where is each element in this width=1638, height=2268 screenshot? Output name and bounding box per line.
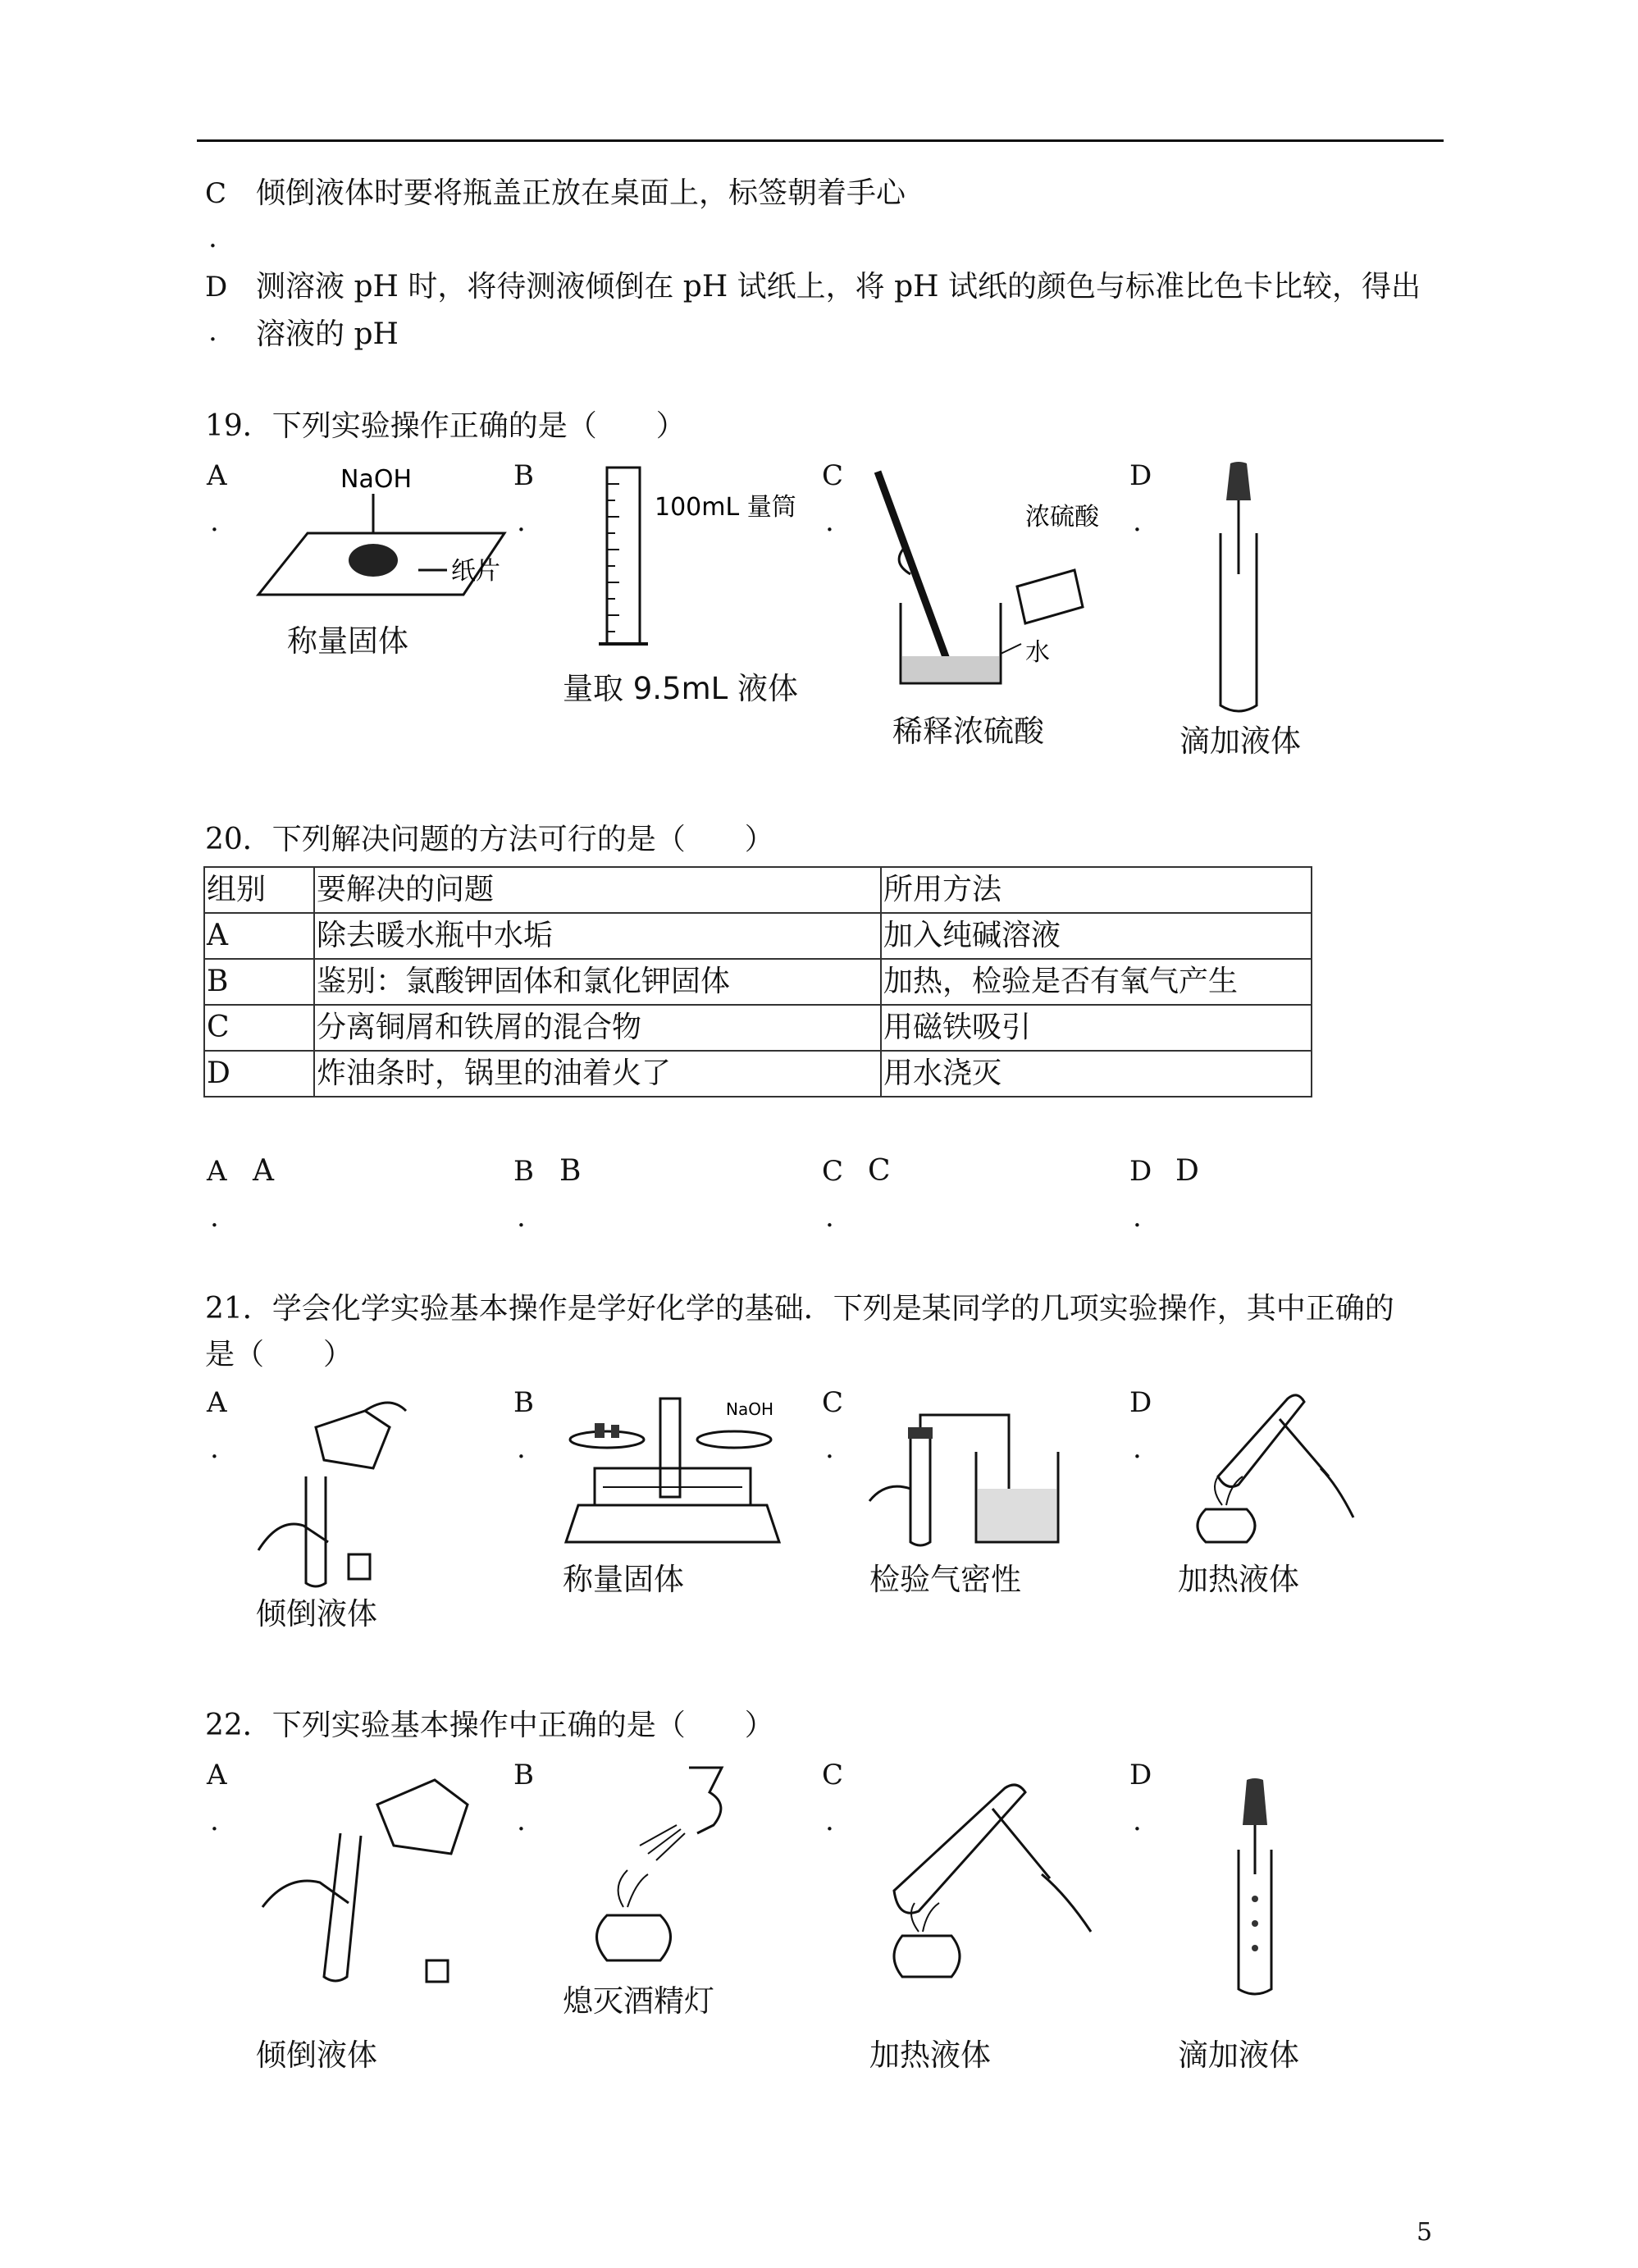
q22-b-alcohol-lamp-figure [591, 1764, 746, 1969]
table-cell: 用磁铁吸引 [881, 1005, 1312, 1051]
q19-option-d-letter: D [1129, 459, 1152, 492]
table-row [204, 1005, 1312, 1051]
q20-option-b-dot: . [517, 1201, 526, 1234]
q19-option-a-caption: 称量固体 [287, 623, 408, 659]
q22-option-b-dot: . [517, 1805, 526, 1837]
table-cell: 加热，检验是否有氧气产生 [881, 959, 1312, 1005]
q20-option-c-dot: . [825, 1201, 834, 1234]
q20-option-a-dot: . [210, 1201, 219, 1234]
q19-option-c-caption: 稀释浓硫酸 [892, 714, 1044, 749]
q21-c-airtightness-figure [865, 1411, 1070, 1550]
q21-option-c-dot: . [825, 1432, 834, 1465]
table-cell: 分离铜屑和铁屑的混合物 [314, 1005, 881, 1051]
q21-option-a-letter: A [207, 1386, 227, 1419]
q20-option-c-letter: C [822, 1155, 844, 1188]
q18-option-c-text: 倾倒液体时要将瓶盖正放在桌面上，标签朝着手心 [256, 176, 906, 210]
q20-option-a-letter: A [207, 1155, 227, 1188]
table-row [204, 1051, 1312, 1097]
q22-option-d-letter: D [1129, 1759, 1152, 1791]
q18-option-d-letter: D [205, 271, 228, 303]
cylinder-label: 100mL 量筒 [655, 493, 796, 522]
q19-option-d-caption: 滴加液体 [1179, 723, 1301, 759]
table-cell: 炸油条时，锅里的油着火了 [314, 1051, 881, 1097]
q21-stem-line1: 21．学会化学实验基本操作是学好化学的基础．下列是某同学的几项实验操作，其中正确的 [205, 1292, 1394, 1326]
paper-label: 纸片 [451, 557, 500, 586]
q21-option-a-caption: 倾倒液体 [256, 1596, 377, 1631]
q21-option-a-dot: . [210, 1432, 219, 1465]
table-cell: 鉴别：氯酸钾固体和氯化钾固体 [314, 959, 881, 1005]
table-cell: A [204, 913, 314, 959]
q22-option-b-letter: B [513, 1759, 534, 1791]
table-cell: 除去暖水瓶中水垢 [314, 913, 881, 959]
q19-option-a-dot: . [210, 505, 219, 538]
q22-option-a-caption: 倾倒液体 [256, 2038, 377, 2073]
q20-stem: 20．下列解决问题的方法可行的是（ ） [205, 823, 774, 856]
table-row [204, 913, 1312, 959]
q20-option-b-letter: B [513, 1155, 534, 1188]
q19-option-c-letter: C [822, 459, 844, 492]
q20-option-c-text: C [868, 1154, 891, 1188]
q22-option-c-caption: 加热液体 [869, 2038, 991, 2073]
q22-option-d-dot: . [1133, 1805, 1142, 1837]
q21-option-b-dot: . [517, 1432, 526, 1465]
table-header-cell: 要解决的问题 [314, 867, 881, 913]
q21-option-c-letter: C [822, 1386, 844, 1419]
q18-option-d-text-line2: 溶液的 pH [256, 317, 399, 351]
q21-option-b-letter: B [513, 1386, 534, 1419]
table-header-cell: 所用方法 [881, 867, 1312, 913]
naoh-label: NaOH [726, 1399, 773, 1419]
q18-option-d-text-line1: 测溶液 pH 时，将待测液倾倒在 pH 试纸上，将 pH 试纸的颜色与标准比色卡比较，得出 [256, 270, 1421, 303]
q19-b-graduated-cylinder-figure [574, 459, 837, 656]
table-row [204, 959, 1312, 1005]
q22-a-pouring-figure [254, 1772, 492, 1993]
q18-option-c-letter: C [205, 177, 227, 210]
table-cell: 加入纯碱溶液 [881, 913, 1312, 959]
q21-stem-line2: 是（ ） [205, 1338, 354, 1371]
q22-option-a-dot: . [210, 1805, 219, 1837]
q19-option-a-letter: A [207, 459, 227, 492]
table-cell: C [204, 1005, 314, 1051]
q21-option-c-caption: 检验气密性 [869, 1562, 1021, 1597]
q21-a-pouring-figure [250, 1394, 431, 1591]
q21-option-d-letter: D [1129, 1386, 1152, 1419]
q22-option-d-caption: 滴加液体 [1178, 2038, 1299, 2073]
q19-d-dropper-figure [1206, 459, 1271, 722]
water-label: 水 [1025, 638, 1050, 667]
q18-option-c-dot: . [208, 221, 217, 254]
naoh-label: NaOH [340, 465, 412, 494]
q19-option-c-dot: . [825, 505, 834, 538]
q19-option-d-dot: . [1133, 505, 1142, 538]
q20-option-b-text: B [559, 1154, 582, 1188]
q19-c-dilution-figure [861, 463, 1132, 685]
q22-option-c-letter: C [822, 1759, 844, 1791]
q20-option-d-text: D [1175, 1154, 1199, 1188]
q21-option-d-caption: 加热液体 [1178, 1562, 1299, 1597]
q22-stem: 22．下列实验基本操作中正确的是（ ） [205, 1709, 774, 1742]
q22-c-heating-figure [886, 1772, 1107, 1985]
q20-option-a-text: A [253, 1154, 274, 1188]
q21-option-d-dot: . [1133, 1432, 1142, 1465]
q22-option-c-dot: . [825, 1805, 834, 1837]
q22-option-b-caption: 熄灭酒精灯 [563, 1983, 714, 2019]
q18-option-d-dot: . [208, 315, 217, 348]
q20-table [203, 866, 1312, 1097]
table-header-cell: 组别 [204, 867, 314, 913]
table-cell: D [204, 1051, 314, 1097]
q20-option-d-dot: . [1133, 1201, 1142, 1234]
q22-d-dropper-figure [1222, 1776, 1288, 2006]
q19-stem: 19．下列实验操作正确的是（ ） [205, 409, 686, 443]
q21-option-b-caption: 称量固体 [563, 1562, 684, 1597]
q22-option-a-letter: A [207, 1759, 227, 1791]
q19-option-b-caption: 量取 9.5mL 液体 [563, 671, 799, 706]
q20-option-d-letter: D [1129, 1155, 1152, 1188]
table-header-row [204, 867, 1312, 913]
q19-option-b-dot: . [517, 505, 526, 538]
conc-acid-label: 浓硫酸 [1025, 503, 1099, 532]
q21-b-balance-figure [562, 1390, 783, 1546]
page-number: 5 [1417, 2218, 1433, 2247]
header-rule [197, 139, 1444, 142]
q21-d-heating-figure [1181, 1386, 1362, 1550]
table-cell: B [204, 959, 314, 1005]
table-cell: 用水浇灭 [881, 1051, 1312, 1097]
q19-option-b-letter: B [513, 459, 534, 492]
